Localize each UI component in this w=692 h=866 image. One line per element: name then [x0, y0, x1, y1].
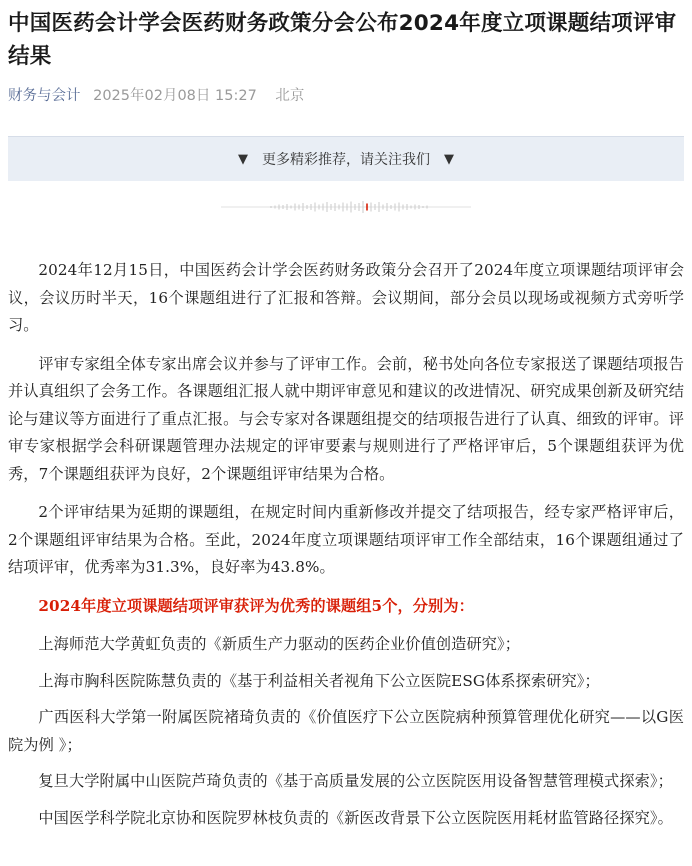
body-paragraph: 评审专家组全体专家出席会议并参与了评审工作。会前，秘书处向各位专家报送了课题结项报告并认真组织了会务工作。各课题组汇报人就中期评审意见和建议的改进情况、研究成果创新及研究结论与建议等方面进行了重点汇报。与会专家对各课题组提交的结项报告进行了认真、细致的评审。评审专家根据学会科研课题管理办法规定的评审要素与规则进行了严格评审后，5个课题组获评为优秀，7个课题组获评为良好，2个课题组评审结果为合格。: [8, 354, 684, 483]
excellent-group-item: 广西医科大学第一附属医院褚琦负责的《价值医疗下公立医院病种预算管理优化研究——以G医院为例 》；: [8, 708, 684, 754]
excellent-group-item: 上海市胸科医院陈慧负责的《基于利益相关者视角下公立医院ESG体系探索研究》；: [38, 671, 600, 690]
article-body: [8, 257, 684, 832]
article-meta: [8, 85, 684, 107]
publish-date: 2025年02月08日 15:27: [93, 88, 257, 104]
excellent-group-item: 上海师范大学黄虹负责的《新质生产力驱动的医药企业价值创造研究》；: [38, 635, 520, 653]
article-title: 中国医药会计学会医药财务政策分会公布2024年度立项课题结项评审结果: [8, 11, 677, 69]
recommend-banner-text: 更多精彩推荐，请关注我们: [262, 152, 430, 168]
recommend-banner[interactable]: [8, 136, 684, 181]
triangle-down-icon: ▼: [238, 151, 248, 167]
body-paragraph: 2个评审结果为延期的课题组，在规定时间内重新修改并提交了结项报告，经专家严格评审后，2个课题组评审结果为合格。至此，2024年度立项课题结项评审工作全部结束，16个课题组通过了结项评审，优秀率为31.3%，良好率为43.8%。: [8, 503, 684, 576]
excellent-group-item: 中国医学科学院北京协和医院罗林枝负责的《新医改背景下公立医院医用耗材监管路径探究》。: [38, 808, 673, 827]
publish-location: 北京: [275, 88, 305, 104]
excellent-groups-heading: 2024年度立项课题结项评审获评为优秀的课题组5个，分别为：: [38, 596, 474, 615]
account-name-link[interactable]: 财务与会计: [8, 88, 81, 104]
body-paragraph: 2024年12月15日，中国医药会计学会医药财务政策分会召开了2024年度立项课题结项评审会议，会议历时半天，16个课题组进行了汇报和答辩。会议期间，部分会员以现场或视频方式旁听学习。: [8, 261, 684, 334]
excellent-group-item: 复旦大学附属中山医院芦琦负责的《基于高质量发展的公立医院医用设备智慧管理模式探索》；: [38, 772, 673, 790]
audio-waveform-decoration: [221, 193, 471, 221]
triangle-down-icon: ▼: [444, 151, 454, 167]
